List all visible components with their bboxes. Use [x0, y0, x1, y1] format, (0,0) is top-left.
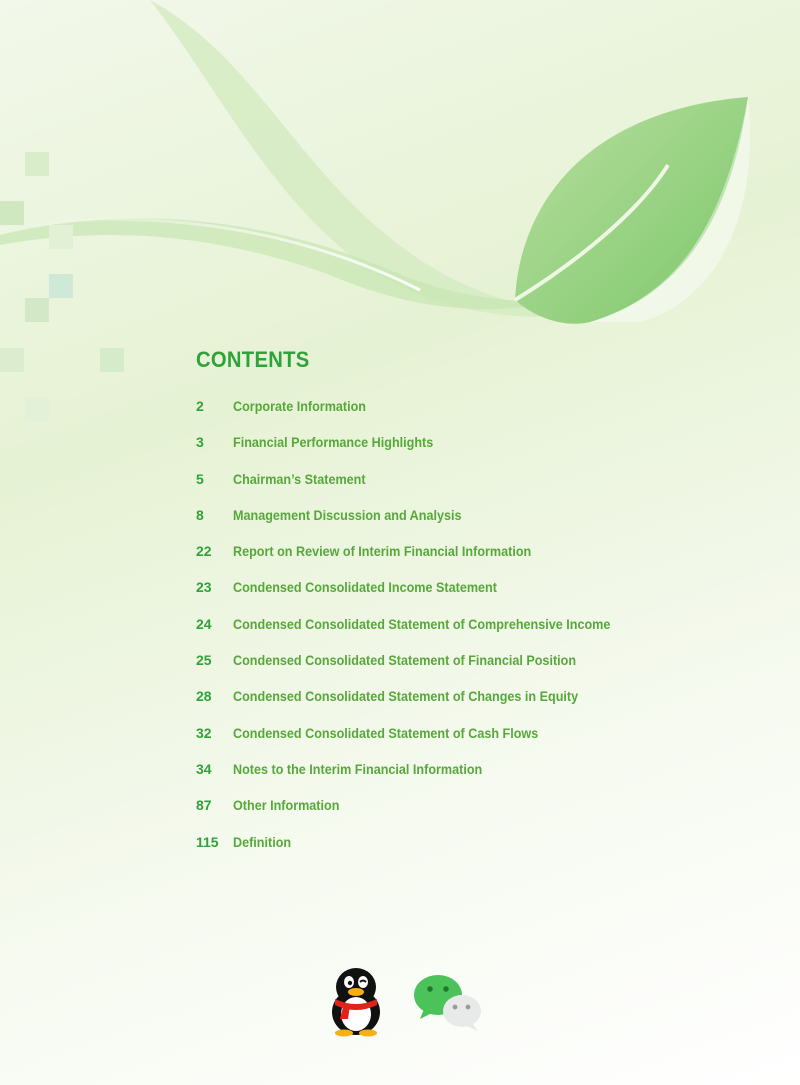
decor-square — [25, 298, 49, 322]
toc-page-number: 5 — [196, 470, 204, 487]
toc-page-number: 115 — [196, 833, 219, 850]
toc-page-number: 28 — [196, 688, 212, 705]
toc-entry[interactable] — [196, 797, 756, 833]
toc-title: Management Discussion and Analysis — [233, 506, 462, 523]
leaf-swoosh-decoration — [0, 0, 800, 440]
toc-entry[interactable] — [196, 688, 756, 724]
toc-title: Condensed Consolidated Statement of Cash Flows — [233, 724, 539, 741]
toc-entry[interactable] — [196, 543, 756, 579]
toc-page-number: 8 — [196, 506, 204, 523]
toc-title: Condensed Consolidated Statement of Financial Position — [233, 652, 577, 669]
toc-title: Financial Performance Highlights — [233, 434, 434, 451]
toc-page-number: 22 — [196, 543, 212, 560]
toc-title: Chairman’s Statement — [233, 470, 366, 487]
toc-title: Report on Review of Interim Financial Information — [233, 543, 532, 560]
toc-entry[interactable] — [196, 507, 756, 543]
decor-square — [49, 225, 73, 249]
decor-square — [100, 348, 124, 372]
decor-square — [0, 201, 24, 225]
toc-entry[interactable] — [196, 761, 756, 797]
toc-page-number: 32 — [196, 724, 212, 741]
toc-entry[interactable] — [196, 579, 756, 615]
toc-entry[interactable] — [196, 398, 756, 434]
app-icons — [322, 965, 492, 1037]
wechat-icon — [414, 975, 481, 1031]
toc-page-number: 87 — [196, 797, 212, 814]
toc-title: Condensed Consolidated Income Statement — [233, 579, 497, 596]
toc-entry[interactable] — [196, 725, 756, 761]
toc-page-number: 3 — [196, 434, 204, 451]
toc-page-number: 24 — [196, 615, 212, 632]
toc-page-number: 23 — [196, 579, 212, 596]
toc-entry[interactable] — [196, 834, 756, 870]
decor-square — [25, 398, 49, 422]
toc-page-number: 2 — [196, 398, 204, 414]
toc-title: Notes to the Interim Financial Information — [233, 760, 483, 777]
toc-title: Definition — [233, 833, 292, 850]
decor-square — [49, 274, 73, 298]
qq-penguin-icon — [332, 968, 380, 1037]
toc-title: Other Information — [233, 797, 340, 814]
decor-square — [0, 348, 24, 372]
page-title: CONTENTS — [196, 347, 310, 372]
toc-entry[interactable] — [196, 616, 756, 652]
toc-entry[interactable] — [196, 652, 756, 688]
toc-title: Corporate Information — [233, 398, 367, 414]
table-of-contents — [196, 398, 756, 870]
toc-title: Condensed Consolidated Statement of Changes in Equity — [233, 688, 579, 705]
toc-page-number: 25 — [196, 652, 212, 669]
decor-square — [25, 152, 49, 176]
toc-entry[interactable] — [196, 471, 756, 507]
toc-entry[interactable] — [196, 434, 756, 470]
toc-page-number: 34 — [196, 760, 212, 777]
toc-title: Condensed Consolidated Statement of Comprehensive Income — [233, 615, 611, 632]
